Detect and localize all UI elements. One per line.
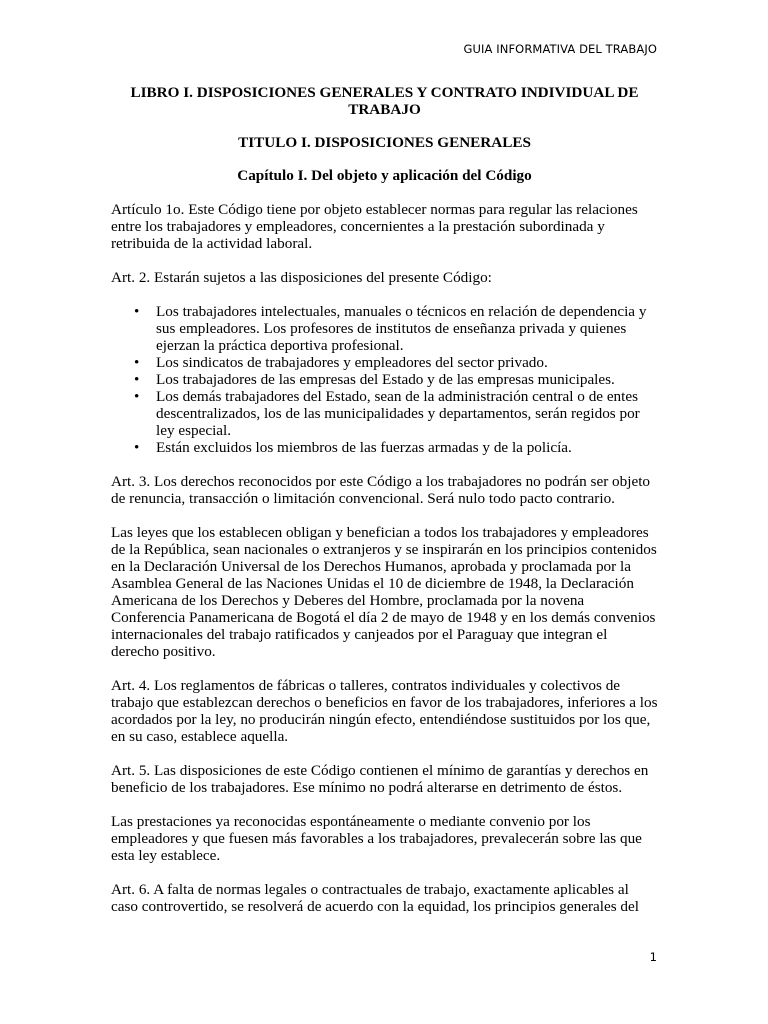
list-item: [134, 354, 658, 371]
bullet-icon: •: [134, 439, 140, 456]
article-4: Art. 4. Los reglamentos de fábricas o talleres, contratos individuales y colectivos de trabajo que establezcan derechos o beneficios en favor de los trabajadores, inferiores a los acordados por la ley, no producirán ningún efecto, entendiéndose sustituidos por los que, en su caso, establece aquella.: [111, 677, 658, 745]
article-2-list: [111, 303, 658, 456]
running-header: GUIA INFORMATIVA DEL TRABAJO: [463, 42, 657, 56]
article-3: Art. 3. Los derechos reconocidos por este Código a los trabajadores no podrán ser objeto de renuncia, transacción o limitación convencional. Será nulo todo pacto contrario.: [111, 473, 651, 507]
list-item-text: Los sindicatos de trabajadores y empleadores del sector privado.: [156, 354, 548, 371]
article-2-intro: Art. 2. Estarán sujetos a las disposiciones del presente Código:: [111, 269, 492, 286]
list-item-text: Los trabajadores de las empresas del Estado y de las empresas municipales.: [156, 371, 615, 388]
list-item: [134, 439, 658, 456]
document-body: [111, 84, 658, 932]
bullet-icon: •: [134, 371, 140, 388]
list-item-text: Los trabajadores intelectuales, manuales o técnicos en relación de dependencia y sus empleadores. Los profesores de institutos de enseñanza privada y quienes ejerzan la práctica deportiva profesional.: [156, 303, 647, 354]
book-title: LIBRO I. DISPOSICIONES GENERALES Y CONTRATO INDIVIDUAL DE TRABAJO: [130, 84, 639, 118]
list-item: [134, 388, 658, 439]
list-item: [134, 371, 658, 388]
bullet-icon: •: [134, 303, 140, 320]
title-heading: TITULO I. DISPOSICIONES GENERALES: [238, 134, 531, 151]
article-5: Art. 5. Las disposiciones de este Código contienen el mínimo de garantías y derechos en beneficio de los trabajadores. Ese mínimo no podrá alterarse en detrimento de éstos.: [111, 762, 649, 796]
article-6: Art. 6. A falta de normas legales o contractuales de trabajo, exactamente aplicables al caso controvertido, se resolverá de acuerdo con la equidad, los principios generales del: [111, 881, 639, 915]
list-item: [134, 303, 658, 354]
article-3-paragraph-2: Las leyes que los establecen obligan y benefician a todos los trabajadores y empleadores de la República, sean nacionales o extranjeros y se inspirarán en los principios contenidos en la Declaración Universal de los Derechos Humanos, aprobada y proclamada por la Asamblea General de las Naciones Unidas el 10 de diciembre de 1948, la Declaración Americana de los Derechos y Deberes del Hombre, proclamada por la novena Conferencia Panamericana de Bogotá el día 2 de mayo de 1948 y en los demás convenios internacionales del trabajo ratificados y canjeados por el Paraguay que integran el derecho positivo.: [111, 524, 657, 660]
list-item-text: Los demás trabajadores del Estado, sean de la administración central o de entes descentralizados, los de las municipalidades y departamentos, serán regidos por ley especial.: [156, 388, 640, 439]
bullet-icon: •: [134, 354, 140, 371]
article-5-paragraph-2: Las prestaciones ya reconocidas espontáneamente o mediante convenio por los empleadores y que fuesen más favorables a los trabajadores, prevalecerán sobre las que esta ley establece.: [111, 813, 642, 864]
chapter-heading: Capítulo I. Del objeto y aplicación del Código: [237, 167, 532, 184]
list-item-text: Están excluidos los miembros de las fuerzas armadas y de la policía.: [156, 439, 572, 456]
bullet-icon: •: [134, 388, 140, 405]
article-1: Artículo 1o. Este Código tiene por objeto establecer normas para regular las relaciones entre los trabajadores y empleadores, concernientes a la prestación subordinada y retribuida de la actividad laboral.: [111, 201, 638, 252]
page-number: 1: [649, 950, 657, 964]
